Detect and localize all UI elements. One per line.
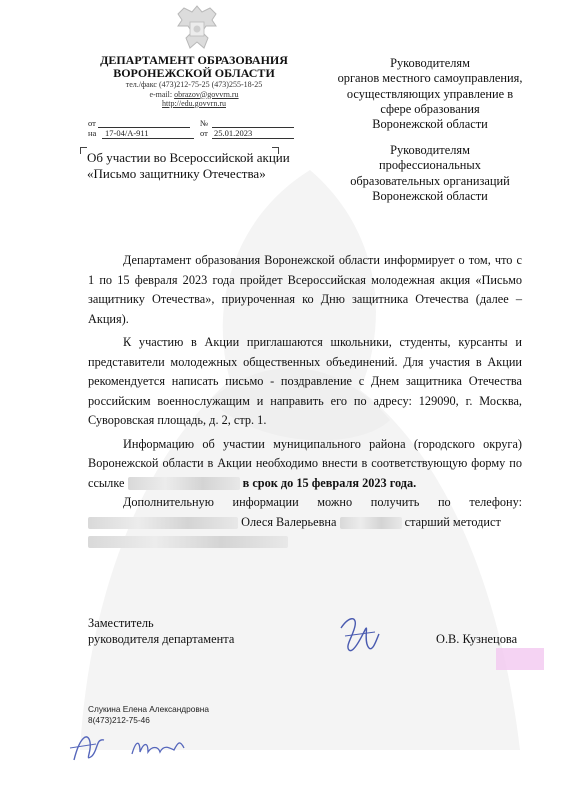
incoming-date-line xyxy=(212,138,294,139)
addressee-block-1 xyxy=(325,56,535,132)
addressee-line: профессиональных xyxy=(379,158,481,173)
outgoing-from-label: от xyxy=(88,118,96,128)
incoming-date: 25.01.2023 xyxy=(214,128,253,138)
subject-line2: «Письмо защитнику Отечества» xyxy=(87,165,266,181)
handwritten-notes xyxy=(66,726,216,766)
department-title-line2: ВОРОНЕЖСКОЙ ОБЛАСТИ xyxy=(113,66,275,80)
addressee-line: Руководителям xyxy=(390,56,470,70)
incoming-from-label: от xyxy=(200,128,208,138)
body-paragraph-5 xyxy=(88,513,522,533)
subject-bracket-left xyxy=(80,147,87,154)
position-line2: руководителя департамента xyxy=(88,631,235,646)
site-link[interactable]: http://edu.govvrn.ru xyxy=(162,99,226,108)
incoming-number-line xyxy=(102,138,194,139)
outgoing-number-label: № xyxy=(200,118,209,128)
addressee-line: Воронежской области xyxy=(372,117,488,132)
email-link[interactable]: obrazov@govvrn.ru xyxy=(174,89,239,99)
handwritten-signature xyxy=(335,608,385,658)
incoming-on-label: на xyxy=(88,128,97,138)
letter-subject xyxy=(87,150,307,181)
addressee-block-2 xyxy=(325,143,535,204)
body-paragraph-6 xyxy=(88,532,522,552)
addressee-line: Руководителям xyxy=(390,143,470,157)
signatory-position xyxy=(88,616,234,647)
signatory-name: О.В. Кузнецова xyxy=(436,632,518,646)
department-phone: тел./факс (473)212-75-25 (473)255-18-25 xyxy=(125,80,263,89)
department-contacts xyxy=(96,80,292,109)
subject-line1: Об участии во Всероссийской акции xyxy=(87,150,290,165)
department-email-row xyxy=(96,90,292,100)
position-line1: Заместитель xyxy=(88,616,154,630)
contact-name: Олеся Валерьевна xyxy=(241,514,337,529)
body-paragraph-4: Дополнительную информации можно получить по телефону: xyxy=(123,495,522,509)
email-label: e-mail: xyxy=(149,89,173,99)
executor-phone: 8(473)212-75-46 xyxy=(88,715,150,725)
redacted-line xyxy=(88,536,288,548)
body-paragraph-2: К участию в Акции приглашаются школьники, студенты, курсанты и представители молодежных общественных объединений. Для участия в Акции рекомендуется написать письмо - поздравление с Днем защитника Отечества российским военнослужащим и направить его по адресу: 129090, г. Москва, Суворовская площадь, д. 2, стр. 1. xyxy=(88,335,522,427)
incoming-number: 17-04/А-911 xyxy=(105,128,149,138)
addressee-line: образовательных организаций xyxy=(350,173,510,188)
body-paragraph-1: Департамент образования Воронежской области информирует о том, что с 1 по 15 февраля 2023 года пройдет Всероссийская молодежная акция «Письмо защитнику Отечества», приуроченная ко Дню защитника Отечества (далее – Акция). xyxy=(88,253,522,326)
executor-name: Слукина Елена Александровна xyxy=(88,704,209,714)
paragraph-3-text: Информацию об участии муниципального района (городского округа) Воронежской области в Акции необходимо внести в соответствующую форму по ссылке xyxy=(88,436,522,490)
executor-info xyxy=(88,704,209,726)
department-title-line1: ДЕПАРТАМЕНТ ОБРАЗОВАНИЯ xyxy=(100,53,288,67)
contact-role: старший методист xyxy=(404,514,501,529)
redacted-surname xyxy=(340,517,402,529)
deadline-text: в срок до 15 февраля 2023 года. xyxy=(242,475,417,490)
addressee-line: осуществляющих управление в xyxy=(346,86,514,101)
letter-body xyxy=(88,251,522,552)
body-paragraph-3 xyxy=(88,435,522,494)
addressee-line: органов местного самоуправления, xyxy=(337,71,523,86)
department-title xyxy=(96,54,292,80)
stamp-mark xyxy=(496,648,544,670)
redacted-link xyxy=(128,477,240,490)
coat-of-arms-icon xyxy=(172,4,222,52)
redacted-phone xyxy=(88,517,238,529)
addressee-line: сфере образования xyxy=(380,101,480,116)
addressee-line: Воронежской области xyxy=(372,188,488,203)
